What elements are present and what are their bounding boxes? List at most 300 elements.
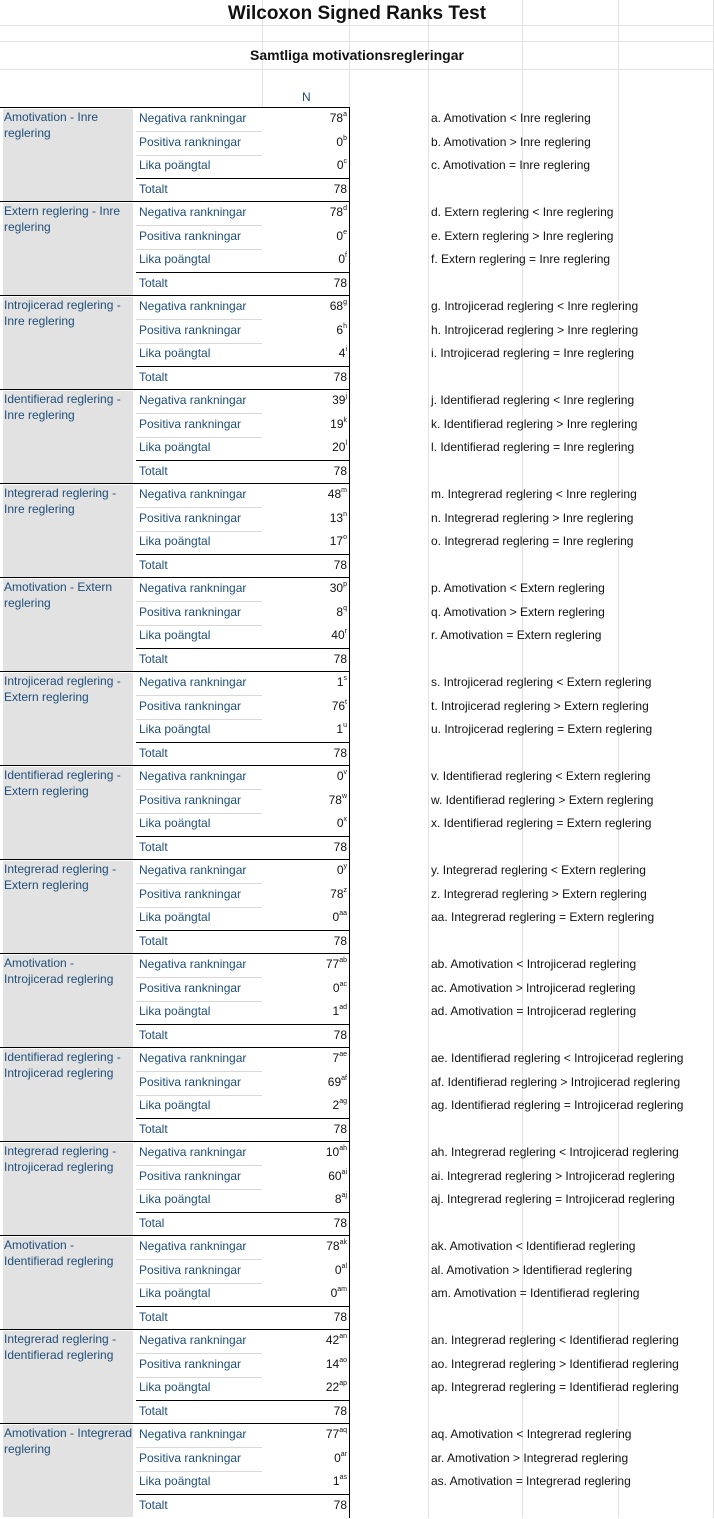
- comparison-group: [0, 1141, 714, 1235]
- n-value-cell: [262, 1283, 349, 1307]
- n-value-cell: [262, 1377, 349, 1401]
- footnote-marker: c: [343, 158, 347, 165]
- n-value-cell: [262, 437, 349, 461]
- footnote-text: a. Amotivation < Inre reglering: [431, 111, 591, 125]
- footnote-text: t. Introjicerad reglering > Extern reglering: [431, 698, 649, 713]
- row-label: Totalt: [139, 1497, 168, 1512]
- n-value-cell: [262, 696, 349, 720]
- n-value-cell: [262, 202, 349, 226]
- table-row: [0, 578, 714, 602]
- comparison-group: [0, 295, 714, 389]
- footnote-marker: z: [343, 886, 347, 894]
- footnote-marker: x: [343, 816, 347, 823]
- row-label: Positiva rankningar: [139, 886, 242, 901]
- table-row: [0, 790, 714, 814]
- comparison-label-text: Amotivation - Integrerad reglering: [4, 1426, 133, 1456]
- footnote-text: j. Identifierad reglering < Inre reglering: [431, 393, 635, 407]
- footnote-marker: w: [341, 792, 347, 800]
- n-value: 69: [327, 1074, 342, 1089]
- n-value-cell: [262, 672, 349, 696]
- table-row: [0, 1307, 714, 1331]
- comparison-label-text: Amotivation - Extern reglering: [4, 580, 113, 610]
- comparison-label-text: Integrerad reglering - Inre reglering: [4, 486, 117, 516]
- row-label: Negativa rankningar: [139, 393, 247, 407]
- comparison-group: [0, 953, 714, 1047]
- n-value: 4: [338, 346, 346, 360]
- table-row: [0, 508, 714, 532]
- footnote-text: e. Extern reglering > Inre reglering: [431, 228, 614, 243]
- footnote-marker: al: [341, 1262, 347, 1270]
- footnote-text: l. Identifierad reglering = Inre reglering: [431, 440, 635, 454]
- table-row: [0, 837, 714, 861]
- table-row: [0, 555, 714, 579]
- comparison-group: [0, 1423, 714, 1517]
- table-row: [0, 602, 714, 626]
- footnote-text: d. Extern reglering < Inre reglering: [431, 205, 614, 219]
- footnote-marker: as: [339, 1474, 347, 1481]
- n-value: 78: [333, 463, 347, 478]
- n-value: 78: [333, 1403, 347, 1418]
- footnote-text: o. Integrerad reglering = Inre reglering: [431, 534, 634, 548]
- n-value-cell: [262, 931, 349, 955]
- n-value: 77: [325, 1427, 340, 1441]
- table-row: [0, 296, 714, 320]
- row-label: Negativa rankningar: [139, 957, 247, 971]
- footnote-text: as. Amotivation = Integrerad reglering: [431, 1474, 631, 1488]
- table-row: [0, 1283, 714, 1307]
- footnote-text: c. Amotivation = Inre reglering: [431, 158, 591, 172]
- comparison-label-text: Introjicerad reglering - Extern reglering: [4, 674, 121, 704]
- table-row: [0, 1119, 714, 1143]
- row-label: Negativa rankningar: [139, 1145, 247, 1159]
- n-value: 1: [332, 1004, 340, 1018]
- table-row: [0, 743, 714, 767]
- row-label: Lika poängtal: [139, 628, 211, 642]
- n-value-cell: [262, 367, 349, 391]
- table-row: [0, 1189, 714, 1213]
- n-value: 30: [329, 581, 344, 595]
- table-row: [0, 179, 714, 203]
- row-label: Positiva rankningar: [139, 1168, 242, 1183]
- footnote-text: g. Introjicerad reglering < Inre reglering: [431, 299, 639, 313]
- table-row: [0, 978, 714, 1002]
- n-value-cell: [262, 1424, 349, 1448]
- n-value-cell: [262, 108, 349, 132]
- n-value-cell: [262, 1354, 349, 1378]
- n-value-cell: [262, 1471, 349, 1495]
- footnote-marker: ap: [339, 1380, 347, 1387]
- n-value: 39: [332, 393, 346, 407]
- comparison-label-text: Integrerad reglering - Introjicerad reglering: [4, 1144, 117, 1174]
- n-value: 14: [325, 1356, 340, 1371]
- table-row: [0, 931, 714, 955]
- n-value: 0: [336, 134, 344, 149]
- n-value-cell: [262, 907, 349, 931]
- footnote-marker: aa: [339, 910, 347, 917]
- footnote-text: q. Amotivation > Extern reglering: [431, 604, 605, 619]
- n-value: 78: [330, 886, 344, 901]
- comparison-group: [0, 107, 714, 201]
- footnote-text: am. Amotivation = Identifierad reglering: [431, 1286, 640, 1300]
- n-value: 78: [333, 839, 347, 854]
- n-value-cell: [262, 1119, 349, 1143]
- n-value: 78: [333, 1121, 347, 1136]
- row-label: Positiva rankningar: [139, 322, 242, 337]
- footnote-marker: g: [343, 299, 347, 306]
- row-label: Lika poängtal: [139, 1098, 211, 1112]
- footnote-marker: m: [341, 487, 347, 494]
- comparison-group: [0, 765, 714, 859]
- footnote-marker: l: [345, 440, 347, 447]
- row-label: Positiva rankningar: [139, 698, 242, 713]
- n-value: 1: [336, 675, 344, 689]
- n-value: 8: [334, 1192, 342, 1206]
- row-label: Negativa rankningar: [139, 863, 247, 877]
- table-row: [0, 649, 714, 673]
- n-value-cell: [262, 954, 349, 978]
- n-value: 8: [336, 604, 344, 619]
- footnote-text: p. Amotivation < Extern reglering: [431, 581, 605, 595]
- footnote-text: w. Identifierad reglering > Extern reglering: [431, 792, 654, 807]
- row-label: Positiva rankningar: [139, 1074, 242, 1089]
- table-row: [0, 390, 714, 414]
- comparison-label-text: Amotivation - Inre reglering: [4, 110, 99, 140]
- row-label: Negativa rankningar: [139, 205, 247, 219]
- footnote-marker: r: [344, 628, 347, 635]
- row-label: Totalt: [139, 1121, 168, 1136]
- comparison-label-text: Identifierad reglering - Inre reglering: [4, 392, 121, 422]
- comparison-group: [0, 859, 714, 953]
- footnote-marker: s: [343, 675, 347, 682]
- row-label: Positiva rankningar: [139, 980, 242, 995]
- n-value-cell: [262, 649, 349, 673]
- n-value: 0: [334, 1450, 341, 1465]
- n-value-cell: [262, 273, 349, 297]
- table-row: [0, 954, 714, 978]
- n-value-cell: [262, 1307, 349, 1331]
- table-row: [0, 1142, 714, 1166]
- n-value-cell: [262, 555, 349, 579]
- row-label: Negativa rankningar: [139, 581, 247, 595]
- row-label: Negativa rankningar: [139, 111, 247, 125]
- footnote-text: aq. Amotivation < Integrerad reglering: [431, 1427, 632, 1441]
- table-row: [0, 1166, 714, 1190]
- n-value-cell: [262, 1001, 349, 1025]
- footnote-text: z. Integrerad reglering > Extern reglering: [431, 886, 647, 901]
- footnote-text: ae. Identifierad reglering < Introjicerad reglering: [431, 1051, 684, 1065]
- table-row: [0, 1448, 714, 1472]
- n-value: 78: [333, 1215, 347, 1230]
- n-value-cell: [262, 1330, 349, 1354]
- comparison-label-text: Extern reglering - Inre reglering: [4, 204, 121, 234]
- n-value: 0: [338, 252, 346, 266]
- row-label: Lika poängtal: [139, 440, 211, 454]
- n-value: 78: [333, 369, 347, 384]
- row-label: Positiva rankningar: [139, 510, 242, 525]
- footnote-marker: k: [343, 416, 347, 424]
- n-value-cell: [262, 1213, 349, 1237]
- footnote-marker: ah: [339, 1145, 347, 1152]
- n-value-cell: [262, 1236, 349, 1260]
- footnote-marker: ak: [339, 1239, 347, 1246]
- footnote-marker: t: [345, 698, 347, 706]
- table-row: [0, 484, 714, 508]
- n-value: 48: [327, 487, 342, 501]
- table-row: [0, 813, 714, 837]
- row-label: Totalt: [139, 839, 168, 854]
- footnote-text: i. Introjicerad reglering = Inre reglering: [431, 346, 635, 360]
- footnote-marker: a: [343, 111, 347, 118]
- footnote-text: f. Extern reglering = Inre reglering: [431, 252, 611, 266]
- n-value-cell: [262, 320, 349, 344]
- row-label: Totalt: [139, 1403, 168, 1418]
- row-label: Lika poängtal: [139, 252, 211, 266]
- n-value-cell: [262, 1166, 349, 1190]
- footnote-marker: v: [343, 769, 347, 776]
- table-row: [0, 367, 714, 391]
- n-value: 1: [332, 1474, 340, 1488]
- table-row: [0, 108, 714, 132]
- n-value-cell: [262, 1495, 349, 1519]
- row-label: Positiva rankningar: [139, 1356, 242, 1371]
- footnote-text: s. Introjicerad reglering < Extern reglering: [431, 675, 652, 689]
- n-value: 0: [336, 769, 344, 783]
- table-row: [0, 1471, 714, 1495]
- footnote-marker: b: [343, 134, 347, 142]
- n-value: 0: [332, 980, 340, 995]
- n-value-cell: [262, 625, 349, 649]
- row-label: Lika poängtal: [139, 1192, 211, 1206]
- row-label: Negativa rankningar: [139, 299, 247, 313]
- footnote-marker: o: [343, 534, 347, 541]
- footnote-marker: am: [337, 1286, 347, 1293]
- n-value: 19: [330, 416, 344, 431]
- n-value: 13: [329, 510, 344, 525]
- footnote-marker: aq: [339, 1427, 347, 1434]
- table-row: [0, 155, 714, 179]
- n-value: 22: [325, 1380, 340, 1394]
- n-value-cell: [262, 531, 349, 555]
- table-row: [0, 766, 714, 790]
- row-label: Totalt: [139, 933, 168, 948]
- n-value-cell: [262, 179, 349, 203]
- table-row: [0, 1495, 714, 1519]
- table-row: [0, 884, 714, 908]
- footnote-marker: d: [343, 205, 347, 212]
- row-label: Totalt: [139, 369, 168, 384]
- comparison-label-text: Amotivation - Introjicerad reglering: [4, 956, 114, 986]
- n-value-cell: [262, 155, 349, 179]
- comparison-group: [0, 1047, 714, 1141]
- table-row: [0, 1001, 714, 1025]
- footnote-text: h. Introjicerad reglering > Inre reglering: [431, 322, 639, 337]
- footnote-marker: n: [343, 510, 347, 518]
- footnote-marker: ar: [340, 1450, 347, 1458]
- footnote-marker: e: [343, 228, 347, 236]
- n-value-cell: [262, 766, 349, 790]
- comparison-group: [0, 483, 714, 577]
- table-title: Wilcoxon Signed Ranks Test: [227, 3, 487, 24]
- n-value: 68: [329, 299, 344, 313]
- n-value: 78: [333, 1027, 347, 1042]
- row-label: Negativa rankningar: [139, 487, 247, 501]
- n-value: 17: [329, 534, 344, 548]
- row-label: Lika poängtal: [139, 816, 211, 830]
- comparison-group: [0, 577, 714, 671]
- footnote-marker: ae: [339, 1051, 347, 1058]
- row-label: Negativa rankningar: [139, 1427, 247, 1441]
- footnote-text: n. Integrerad reglering > Inre reglering: [431, 510, 634, 525]
- n-value-cell: [262, 978, 349, 1002]
- n-value: 0: [336, 158, 344, 172]
- n-value-cell: [262, 790, 349, 814]
- row-label: Totalt: [139, 1309, 168, 1324]
- n-value-cell: [262, 132, 349, 156]
- n-value: 0: [336, 863, 344, 877]
- n-value: 78: [333, 651, 347, 666]
- n-value: 77: [325, 957, 340, 971]
- row-label: Lika poängtal: [139, 1474, 211, 1488]
- n-value-cell: [262, 343, 349, 367]
- n-value-cell: [262, 461, 349, 485]
- comparison-group: [0, 671, 714, 765]
- n-value-cell: [262, 743, 349, 767]
- table-row: [0, 1072, 714, 1096]
- n-value: 78: [333, 933, 347, 948]
- footnote-text: ag. Identifierad reglering = Introjicerad reglering: [431, 1098, 684, 1112]
- table-row: [0, 1424, 714, 1448]
- n-value-cell: [262, 1189, 349, 1213]
- table-row: [0, 414, 714, 438]
- n-value: 78: [333, 557, 347, 572]
- n-value: 6: [336, 322, 344, 337]
- table-row: [0, 132, 714, 156]
- n-value-cell: [262, 1260, 349, 1284]
- row-label: Positiva rankningar: [139, 792, 242, 807]
- n-value-cell: [262, 1025, 349, 1049]
- table-subtitle: Samtliga motivationsregleringar: [250, 47, 464, 63]
- footnote-marker: ad: [339, 1004, 347, 1011]
- footnote-marker: ag: [339, 1098, 347, 1105]
- footnote-text: k. Identifierad reglering > Inre reglering: [431, 416, 638, 431]
- n-value: 7: [332, 1051, 340, 1065]
- row-label: Totalt: [139, 275, 168, 290]
- table-row: [0, 1354, 714, 1378]
- footnote-marker: q: [343, 604, 347, 612]
- n-value: 0: [336, 816, 344, 830]
- footnote-text: v. Identifierad reglering < Extern reglering: [431, 769, 651, 783]
- table-row: [0, 531, 714, 555]
- n-value: 78: [333, 745, 347, 760]
- table-row: [0, 907, 714, 931]
- n-value-cell: [262, 578, 349, 602]
- footnote-marker: ao: [339, 1356, 347, 1364]
- n-value-cell: [262, 414, 349, 438]
- comparison-label-text: Introjicerad reglering - Inre reglering: [4, 298, 121, 328]
- footnote-text: ak. Amotivation < Identifierad reglering: [431, 1239, 636, 1253]
- n-value-cell: [262, 719, 349, 743]
- n-value-cell: [262, 1095, 349, 1119]
- footnote-text: ab. Amotivation < Introjicerad reglering: [431, 957, 637, 971]
- column-border: [349, 107, 350, 1518]
- n-value-cell: [262, 226, 349, 250]
- n-value: 78: [333, 181, 347, 196]
- comparison-group: [0, 201, 714, 295]
- footnote-marker: j: [345, 393, 347, 400]
- footnote-text: ai. Integrerad reglering > Introjicerad reglering: [431, 1168, 675, 1183]
- n-value: 60: [328, 1168, 342, 1183]
- table-row: [0, 273, 714, 297]
- n-value: 0: [336, 228, 344, 243]
- n-value-cell: [262, 1401, 349, 1425]
- footnote-text: ah. Integrerad reglering < Introjicerad reglering: [431, 1145, 679, 1159]
- n-value-cell: [262, 602, 349, 626]
- table-row: [0, 202, 714, 226]
- n-value-cell: [262, 1448, 349, 1472]
- row-label: Totalt: [139, 557, 168, 572]
- footnote-marker: h: [343, 322, 347, 330]
- footnote-text: an. Integrerad reglering < Identifierad reglering: [431, 1333, 679, 1347]
- footnote-marker: an: [339, 1333, 347, 1340]
- row-label: Positiva rankningar: [139, 134, 242, 149]
- row-label: Negativa rankningar: [139, 769, 247, 783]
- comparison-label-text: Integrerad reglering - Identifierad reglering: [4, 1332, 117, 1362]
- footnote-text: al. Amotivation > Identifierad reglering: [431, 1262, 633, 1277]
- footnote-marker: f: [345, 252, 347, 259]
- row-label: Total: [139, 1215, 165, 1230]
- table-row: [0, 1401, 714, 1425]
- row-label: Lika poängtal: [139, 1286, 211, 1300]
- n-value: 76: [331, 698, 346, 713]
- row-label: Negativa rankningar: [139, 1239, 247, 1253]
- table-row: [0, 1260, 714, 1284]
- footnote-marker: p: [343, 581, 347, 588]
- n-value: 78: [333, 275, 347, 290]
- n-value: 42: [325, 1333, 340, 1347]
- footnote-text: x. Identifierad reglering = Extern reglering: [431, 816, 652, 830]
- n-value: 20: [332, 440, 346, 454]
- table-row: [0, 226, 714, 250]
- row-label: Positiva rankningar: [139, 1450, 242, 1465]
- row-label: Negativa rankningar: [139, 675, 247, 689]
- footnote-text: ao. Integrerad reglering > Identifierad reglering: [431, 1356, 679, 1371]
- n-value: 78: [333, 1497, 347, 1512]
- row-label: Lika poängtal: [139, 346, 211, 360]
- row-label: Lika poängtal: [139, 1380, 211, 1394]
- table-row: [0, 343, 714, 367]
- n-value-cell: [262, 1048, 349, 1072]
- table-row: [0, 1095, 714, 1119]
- n-value: 78: [329, 205, 344, 219]
- table-row: [0, 1025, 714, 1049]
- n-value: 2: [332, 1098, 340, 1112]
- footnote-marker: i: [345, 346, 347, 353]
- n-value-cell: [262, 860, 349, 884]
- row-label: Negativa rankningar: [139, 1333, 247, 1347]
- n-value-cell: [262, 884, 349, 908]
- n-value: 1: [336, 722, 344, 736]
- footnote-text: m. Integrerad reglering < Inre reglering: [431, 487, 637, 501]
- table-row: [0, 1330, 714, 1354]
- footnote-marker: ac: [339, 980, 347, 988]
- n-value-cell: [262, 484, 349, 508]
- footnote-marker: ai: [341, 1168, 347, 1176]
- n-value-cell: [262, 508, 349, 532]
- comparison-label-text: Integrerad reglering - Extern reglering: [4, 862, 117, 892]
- n-value: 0: [332, 910, 340, 924]
- row-label: Lika poängtal: [139, 158, 211, 172]
- footnote-marker: ab: [339, 957, 347, 964]
